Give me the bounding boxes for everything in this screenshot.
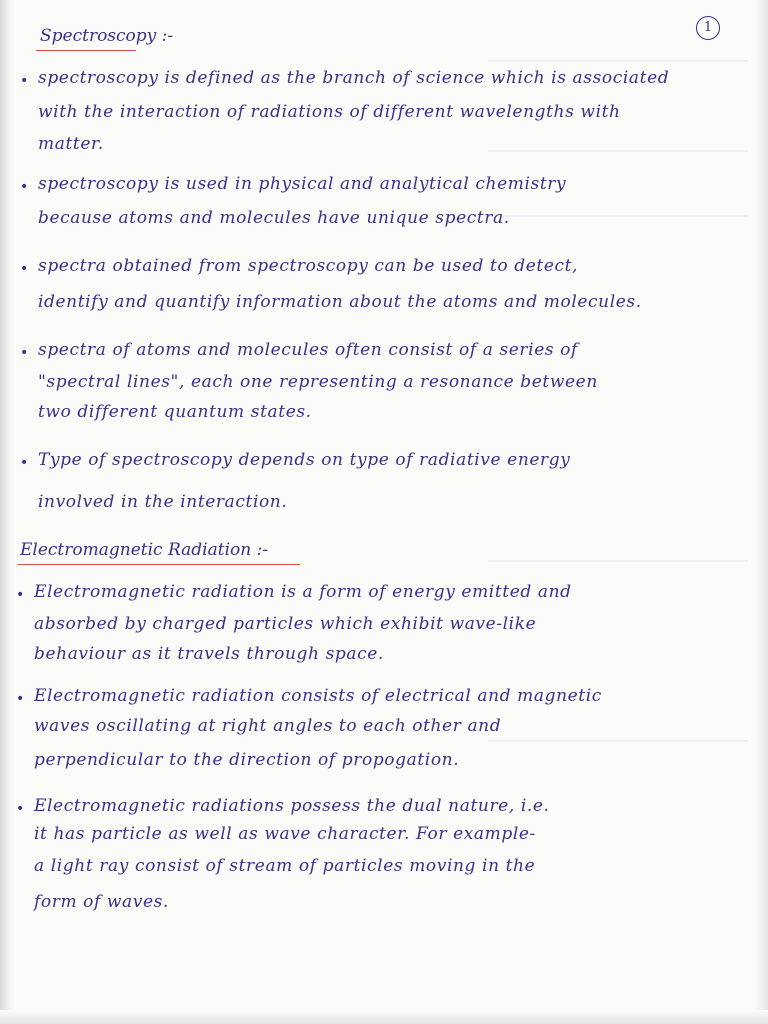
bullet-dot: • (20, 345, 29, 361)
section-heading-spectroscopy: Spectroscopy :- (40, 26, 174, 46)
note-line: perpendicular to the direction of propogation. (34, 750, 460, 770)
bullet-dot: • (20, 73, 29, 89)
note-line: Type of spectroscopy depends on type of radiative energy (38, 450, 571, 470)
note-line: Electromagnetic radiations possess the dual nature, i.e. (34, 796, 550, 816)
page-shadow-left (0, 0, 14, 1024)
note-line: form of waves. (34, 892, 169, 912)
note-line: spectroscopy is defined as the branch of science which is associated (38, 68, 670, 88)
page-shadow-bottom (0, 1010, 768, 1024)
page-shadow-right (752, 0, 768, 1024)
note-line: it has particle as well as wave character. For example- (34, 824, 536, 844)
note-line: absorbed by charged particles which exhibit wave-like (34, 614, 537, 634)
heading-underline (18, 564, 300, 565)
show-through-line (488, 150, 748, 152)
note-line: involved in the interaction. (38, 492, 288, 512)
bullet-dot: • (16, 801, 25, 817)
note-line: two different quantum states. (38, 402, 312, 422)
note-line: Electromagnetic radiation consists of electrical and magnetic (34, 686, 602, 706)
note-line: identify and quantify information about the atoms and molecules. (38, 292, 642, 312)
section-heading-electromagnetic-radiation: Electromagnetic Radiation :- (20, 540, 269, 560)
note-line: because atoms and molecules have unique spectra. (38, 208, 510, 228)
note-line: matter. (38, 134, 104, 154)
show-through-line (488, 60, 748, 62)
bullet-dot: • (20, 261, 29, 277)
heading-underline (36, 50, 136, 51)
bullet-dot: • (16, 691, 25, 707)
page-number: 1 (696, 16, 720, 40)
bullet-dot: • (20, 455, 29, 471)
note-line: "spectral lines", each one representing a resonance between (38, 372, 598, 392)
note-line: a light ray consist of stream of particles moving in the (34, 856, 536, 876)
bullet-dot: • (16, 587, 25, 603)
note-line: Electromagnetic radiation is a form of energy emitted and (34, 582, 572, 602)
note-line: behaviour as it travels through space. (34, 644, 384, 664)
bullet-dot: • (20, 179, 29, 195)
note-line: spectra of atoms and molecules often consist of a series of (38, 340, 578, 360)
note-line: spectroscopy is used in physical and analytical chemistry (38, 174, 567, 194)
note-line: waves oscillating at right angles to each other and (34, 716, 502, 736)
show-through-line (488, 560, 748, 562)
note-line: with the interaction of radiations of different wavelengths with (38, 102, 621, 122)
note-line: spectra obtained from spectroscopy can be used to detect, (38, 256, 579, 276)
show-through-line (488, 740, 748, 742)
show-through-line (488, 215, 748, 217)
